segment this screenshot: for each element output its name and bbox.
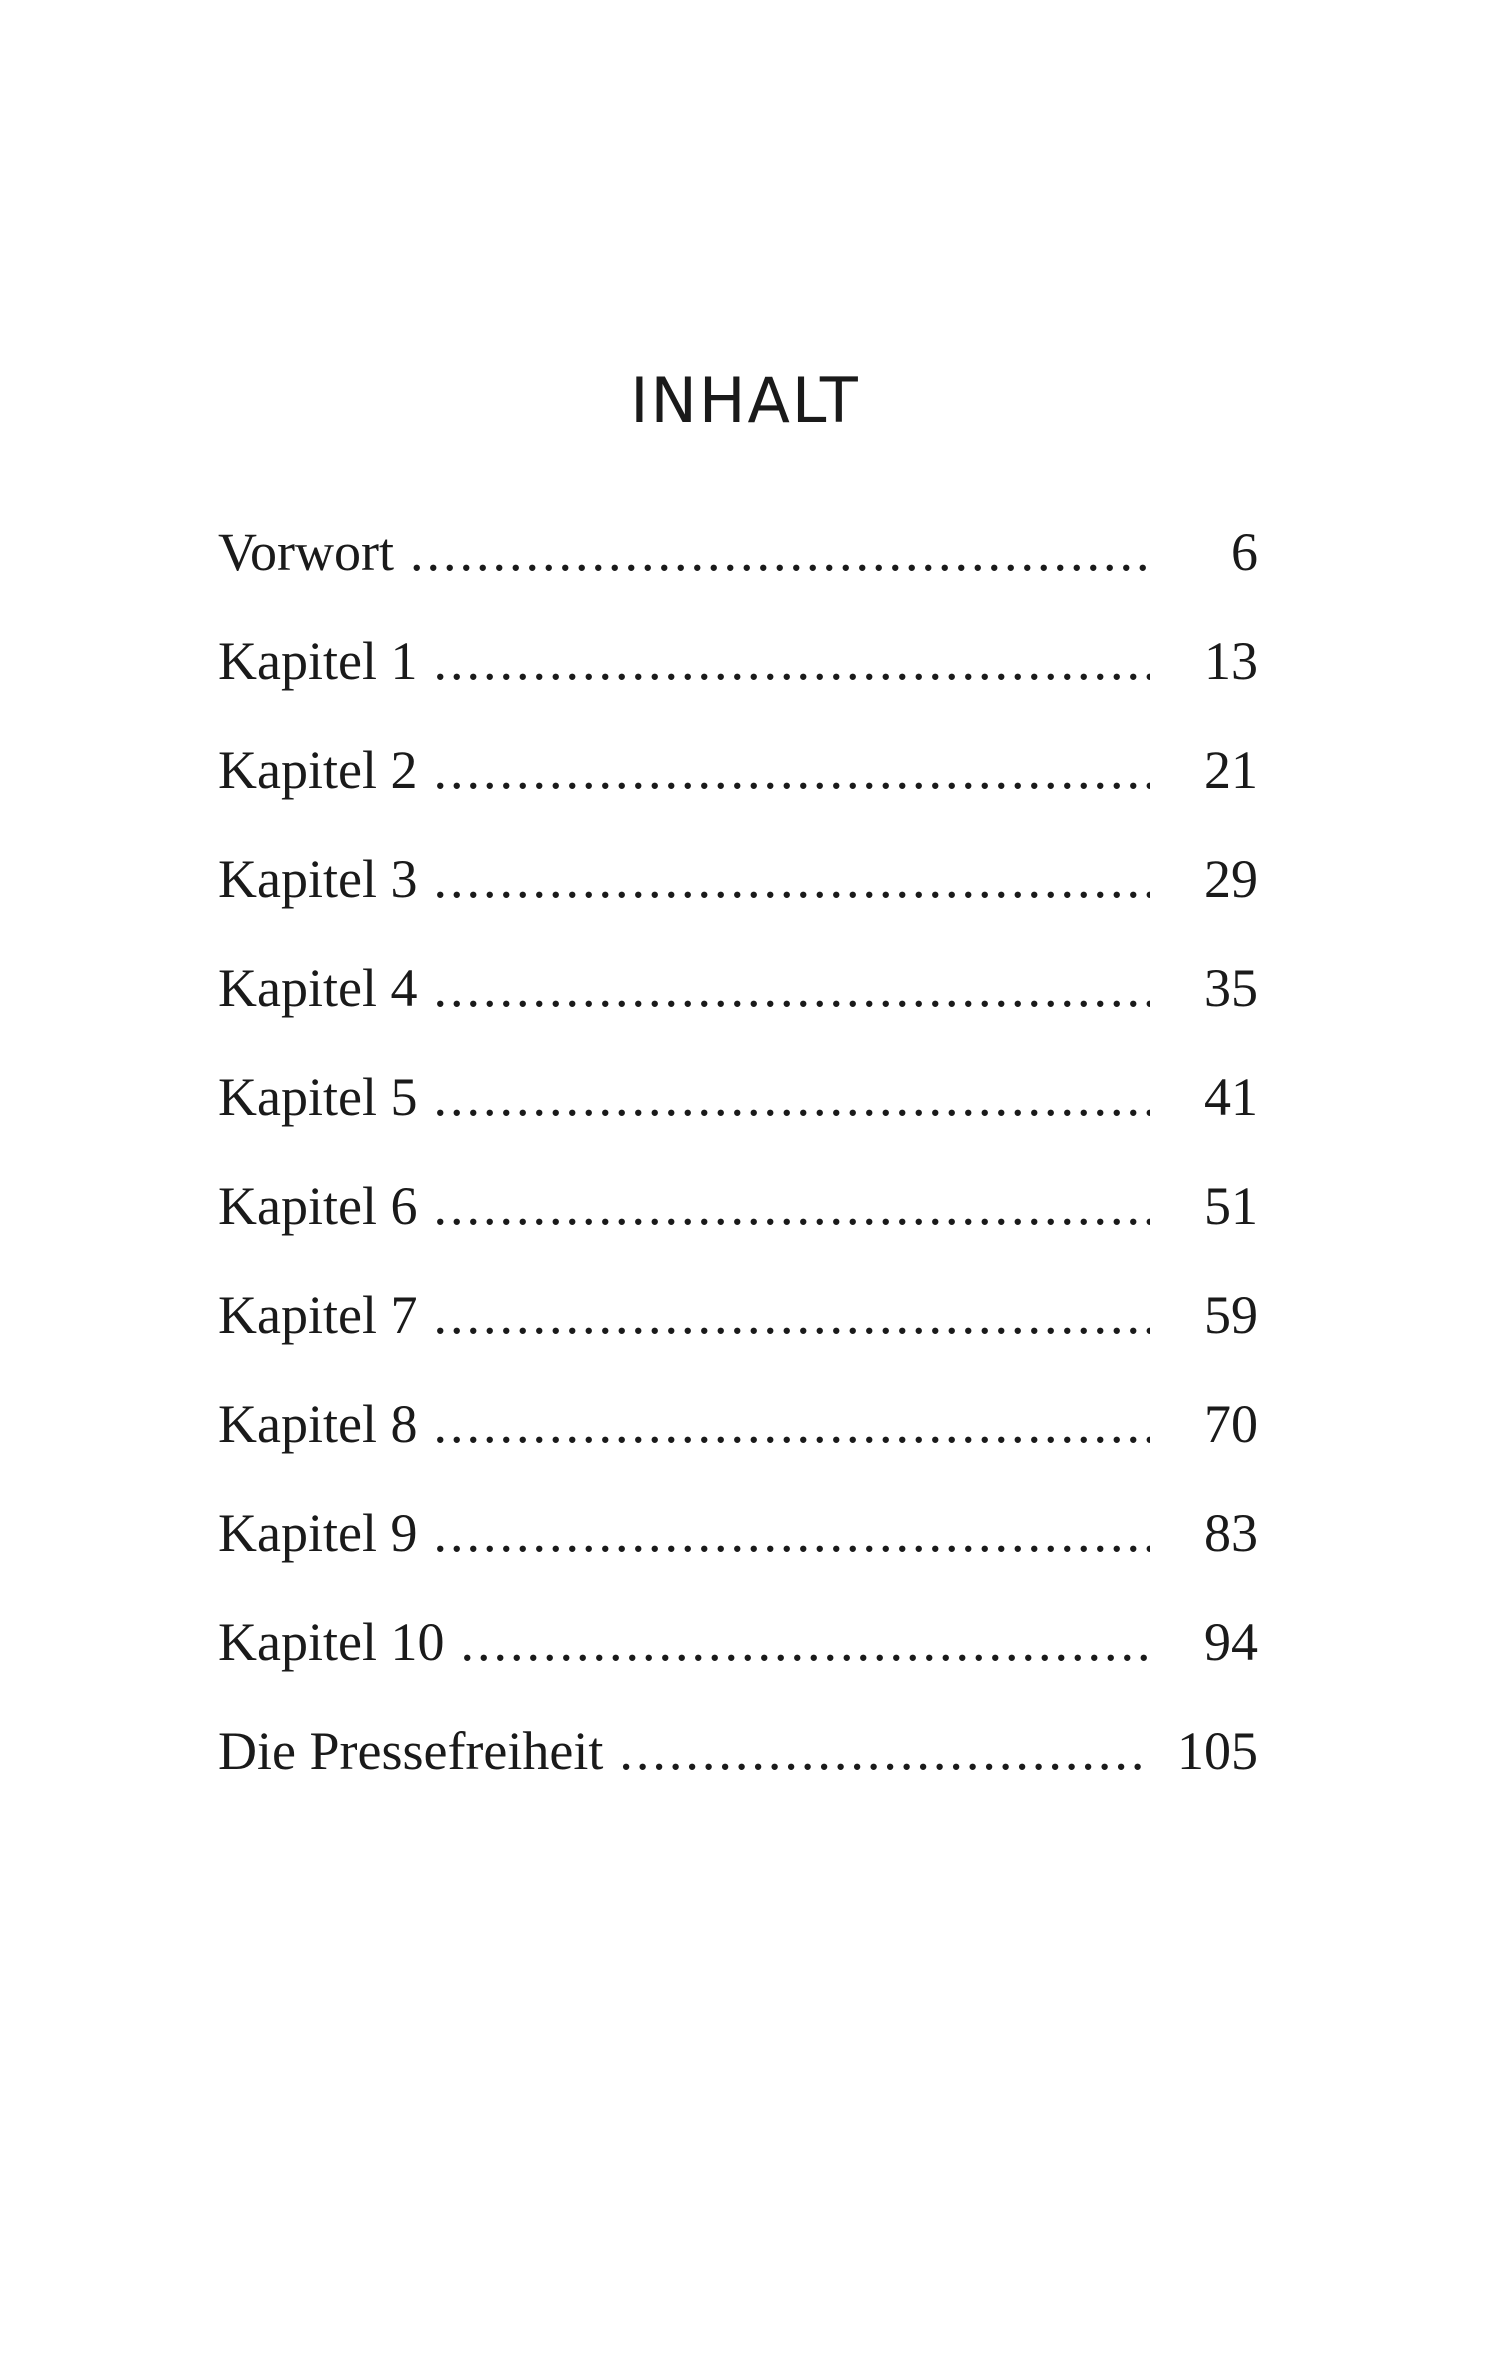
dot-leader xyxy=(433,948,1150,1028)
toc-entry-page: 35 xyxy=(1204,958,1258,1018)
toc-entry-label: Die Pressefreiheit xyxy=(218,1721,604,1781)
toc-entry-label: Kapitel 9 xyxy=(218,1503,418,1563)
toc-entry-die-pressefreiheit[interactable] xyxy=(218,1711,1258,1820)
dot-leader xyxy=(410,512,1150,592)
toc-entry-page: 59 xyxy=(1204,1285,1258,1345)
toc-entry-page: 13 xyxy=(1204,631,1258,691)
toc-entry-page: 83 xyxy=(1204,1503,1258,1563)
toc-entry-kapitel-8[interactable] xyxy=(218,1384,1258,1493)
toc-entry-page: 6 xyxy=(1231,522,1258,582)
toc-entry-kapitel-5[interactable] xyxy=(218,1057,1258,1166)
toc-entry-page: 70 xyxy=(1204,1394,1258,1454)
toc-entry-label: Kapitel 1 xyxy=(218,631,418,691)
toc-entry-vorwort[interactable] xyxy=(218,512,1258,621)
dot-leader xyxy=(433,1166,1150,1246)
dot-leader xyxy=(433,839,1150,919)
toc-entry-page: 29 xyxy=(1204,849,1258,909)
toc-entry-page: 94 xyxy=(1204,1612,1258,1672)
toc-entry-kapitel-9[interactable] xyxy=(218,1493,1258,1602)
toc-title: INHALT xyxy=(630,364,860,437)
toc-entry-label: Kapitel 10 xyxy=(218,1612,445,1672)
toc-entry-label: Kapitel 3 xyxy=(218,849,418,909)
dot-leader xyxy=(433,1275,1150,1355)
toc-entry-page: 105 xyxy=(1177,1721,1258,1781)
toc-entry-label: Kapitel 5 xyxy=(218,1067,418,1127)
toc-entry-kapitel-4[interactable] xyxy=(218,948,1258,1057)
toc-entry-kapitel-2[interactable] xyxy=(218,730,1258,839)
toc-entry-kapitel-10[interactable] xyxy=(218,1602,1258,1711)
toc-entry-kapitel-3[interactable] xyxy=(218,839,1258,948)
dot-leader xyxy=(619,1711,1150,1791)
toc-entry-page: 41 xyxy=(1204,1067,1258,1127)
toc-entry-label: Kapitel 7 xyxy=(218,1285,418,1345)
toc-entry-page: 51 xyxy=(1204,1176,1258,1236)
dot-leader xyxy=(460,1602,1150,1682)
dot-leader xyxy=(433,730,1150,810)
toc-entry-kapitel-6[interactable] xyxy=(218,1166,1258,1275)
toc-entry-label: Kapitel 8 xyxy=(218,1394,418,1454)
table-of-contents xyxy=(218,512,1258,1820)
toc-entry-label: Kapitel 4 xyxy=(218,958,418,1018)
toc-entry-kapitel-1[interactable] xyxy=(218,621,1258,730)
toc-entry-label: Vorwort xyxy=(218,522,395,582)
toc-entry-kapitel-7[interactable] xyxy=(218,1275,1258,1384)
dot-leader xyxy=(433,1057,1150,1137)
dot-leader xyxy=(433,1493,1150,1573)
dot-leader xyxy=(433,1384,1150,1464)
toc-entry-label: Kapitel 2 xyxy=(218,740,418,800)
toc-entry-page: 21 xyxy=(1204,740,1258,800)
toc-entry-label: Kapitel 6 xyxy=(218,1176,418,1236)
dot-leader xyxy=(433,621,1150,701)
